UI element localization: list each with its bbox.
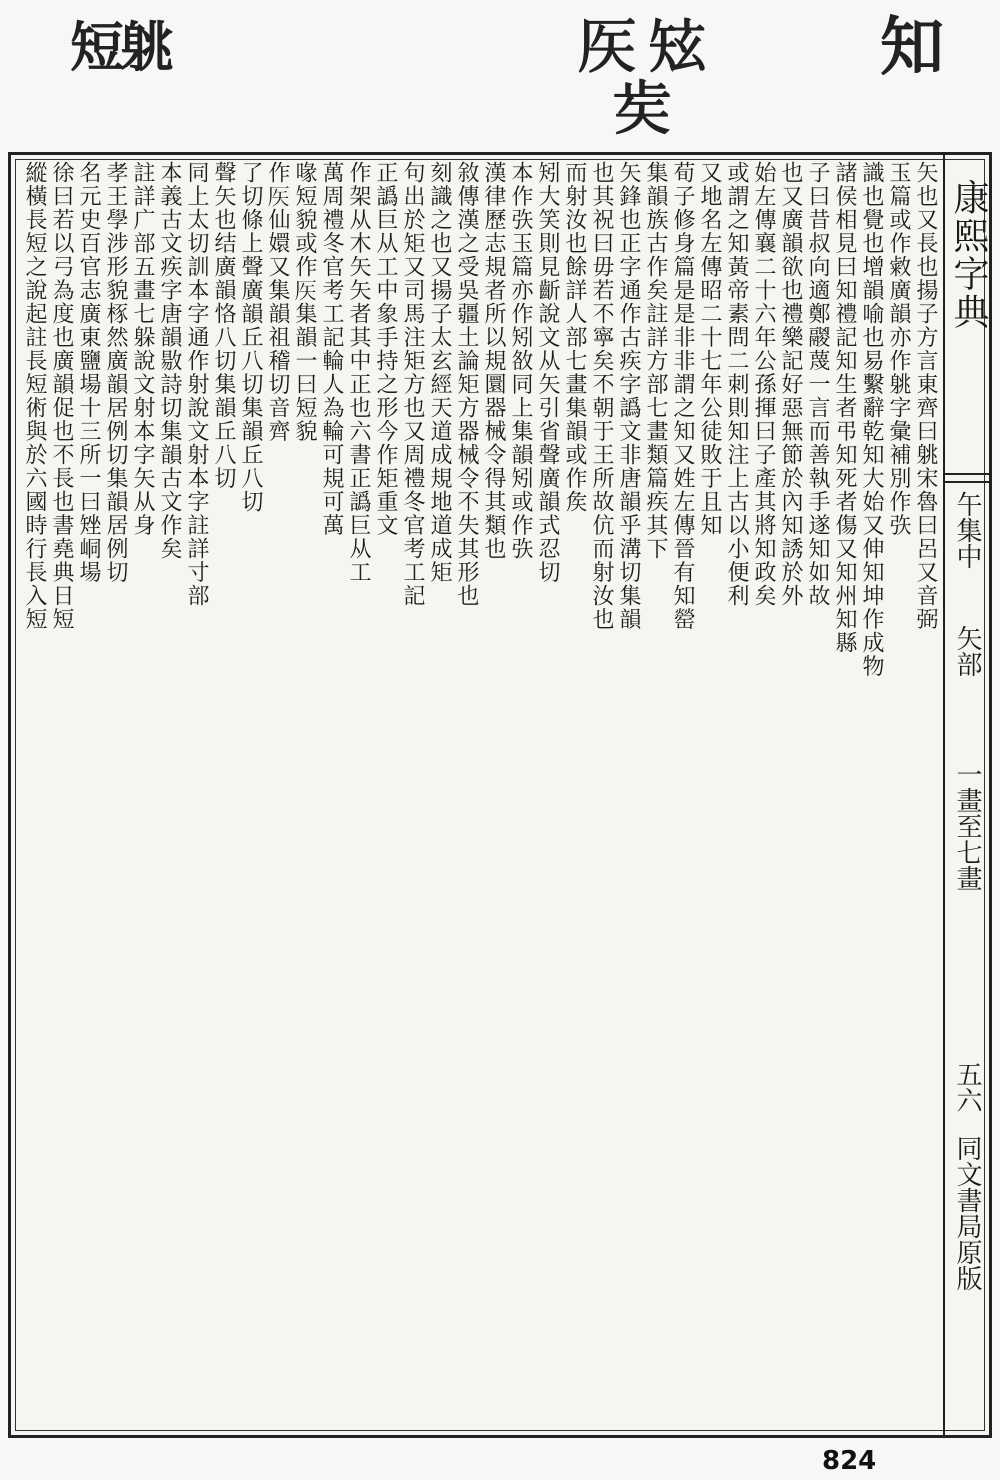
text-column: 漢律歷志規者所以規圜器械令得其類也 — [481, 161, 506, 561]
book-title: 康熙字典 — [948, 179, 989, 331]
text-column: 本作矤玉篇亦作矧敋同上集韻矧或作矤 — [508, 161, 533, 561]
margin-divider — [945, 473, 989, 475]
text-column: 矢鋒也正字通作古疾字譌文非唐韻乎溝切集韻 — [616, 161, 641, 631]
text-column: 或謂之知黃帝素問二刺則知注上古以小便利 — [724, 161, 749, 608]
text-column: 聲矢也结廣韻恪八切集韻丘八切 — [211, 161, 236, 490]
text-column: 句出於矩又司馬注矩方也又周禮冬官考工記 — [400, 161, 425, 608]
text-column: 荀子修身篇是是非非謂之知又姓左傳晉有知罃 — [670, 161, 695, 631]
text-column: 識也覺也增韻喻也易繫辭乾知大始又伸知坤作成物 — [859, 161, 884, 678]
text-column: 註詳广部五畫七躲說文射本字矢从身 — [130, 161, 155, 537]
text-column: 名元史百官志廣東鹽場十三所一曰矬峒場 — [76, 161, 101, 584]
text-column: 子曰昔叔向適鄭鬷蔑一言而善執手遂知如故 — [805, 161, 830, 608]
seal-heading-left: 短䠷 — [70, 15, 170, 79]
publisher-label: 同文書局原版 — [952, 1135, 982, 1291]
text-column: 而射汝也餘詳人部七畫集韻或作矦 — [562, 161, 587, 514]
text-column: 又地名左傳昭二十七年公徒敗于且知 — [697, 161, 722, 537]
text-column: 縱橫長短之說起註長短術與於六國時行長入短 — [22, 161, 47, 631]
radical-label: 矢部 — [952, 625, 982, 677]
text-column: 正譌巨从工中象手持之形今作矩重文 — [373, 161, 398, 537]
text-column: 玉篇或作敹廣韻亦作䠷字彙補別作矤 — [886, 161, 911, 537]
dictionary-body — [21, 161, 939, 1427]
seal-heading-middle: 𥎦 𥎸 𥎩 — [577, 13, 703, 143]
text-column: 矧大笑則見齗說文从矢引省聲廣韻式忍切 — [535, 161, 560, 584]
text-column: 也其祝曰毋若不寧矣不朝于王所故伉而射汝也 — [589, 161, 614, 631]
text-column: 喙短貌或作𥎦集韻一曰短貌 — [292, 161, 317, 443]
text-column: 作架从木矢矢者其中正也六書正譌巨从工 — [346, 161, 371, 584]
page-number-cjk: 五六 — [952, 1061, 982, 1113]
text-column: 諸侯相見曰知禮記知生者弔知死者傷又知州知縣 — [832, 161, 857, 655]
text-column: 集韻族古作矣註詳方部七畫類篇疾其下 — [643, 161, 668, 561]
stroke-range-label: 一畫至七畫 — [952, 761, 982, 891]
text-column: 了切條上聲廣韻丘八切集韻丘八切 — [238, 161, 263, 514]
seal-heading-right: 知 — [880, 10, 940, 85]
text-column: 刻識之也又揚子太玄經天道成規地道成矩 — [427, 161, 452, 584]
text-column: 孝王學涉形貌㭬然廣韻居例切集韻居例切 — [103, 161, 128, 584]
page-frame — [8, 152, 992, 1438]
text-column: 矢也又長也揚子方言東齊曰䠷宋魯曰呂又音弼 — [913, 161, 938, 631]
text-column: 徐曰若以弓為度也廣韻促也不長也書堯典日短 — [49, 161, 74, 631]
text-column: 也又廣韻欲也禮樂記好惡無節於內知誘於外 — [778, 161, 803, 608]
page-number: 824 — [822, 1446, 877, 1476]
text-column: 本義古文疾字唐韻敭詩切集韻古文作矣 — [157, 161, 182, 561]
section-label: 午集中 — [952, 491, 982, 569]
right-margin — [943, 155, 989, 1435]
text-column: 作𥎦仙嬛又集韻祖稽切音齊 — [265, 161, 290, 443]
text-column: 萬周禮冬官考工記輪人為輪可規可萬 — [319, 161, 344, 537]
text-column: 同上太切訓本字通作射說文射本字註詳寸部 — [184, 161, 209, 608]
text-column: 始左傳襄二十六年公孫揮曰子產其將知政矣 — [751, 161, 776, 608]
text-column: 敘傳漢之受吳疆土論矩方器械令不失其形也 — [454, 161, 479, 608]
margin-divider — [945, 481, 989, 483]
